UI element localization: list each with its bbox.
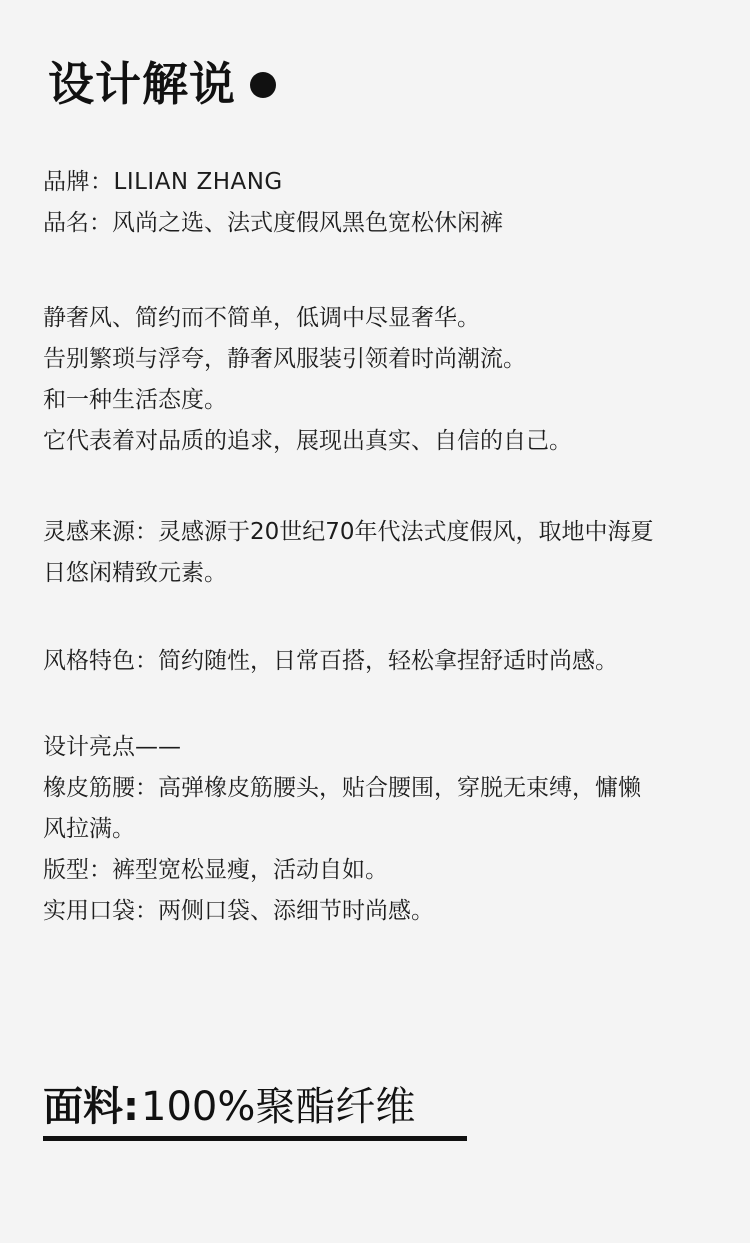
inspiration-line: 日悠闲精致元素。 [43,560,227,586]
fabric-value: 100%聚酯纤维 [141,1084,416,1130]
fit-line: 版型：裤型宽松显瘦，活动自如。 [43,857,388,883]
page-title: 设计解说 [48,57,236,111]
product-info [43,162,723,244]
intro-line: 和一种生活态度。 [43,387,227,413]
section-heading [48,56,276,112]
waist-line: 风拉满。 [43,816,135,842]
highlights-section [43,727,723,932]
intro-line: 告别繁琐与浮夸，静奢风服装引领着时尚潮流。 [43,346,526,372]
inspiration-line: 灵感来源：灵感源于20世纪70年代法式度假风，取地中海夏 [43,519,654,545]
waist-line: 橡皮筋腰：高弹橡皮筋腰头，贴合腰围，穿脱无束缚，慵懒 [43,775,641,801]
brand-line: 品牌：LILIAN ZHANG [43,169,283,195]
pocket-line: 实用口袋：两侧口袋、添细节时尚感。 [43,898,434,924]
fabric-label: 面料: [43,1084,139,1130]
style-line: 风格特色：简约随性，日常百搭，轻松拿捏舒适时尚感。 [43,648,618,674]
style-paragraph [43,641,723,682]
intro-line: 它代表着对品质的追求，展现出真实、自信的自己。 [43,428,572,454]
fabric-info [43,1082,467,1141]
bullet-dot-icon [250,72,276,98]
highlights-title: 设计亮点—— [43,734,181,760]
intro-paragraph [43,298,723,462]
inspiration-paragraph [43,512,723,594]
product-name-line: 品名：风尚之选、法式度假风黑色宽松休闲裤 [43,210,503,236]
intro-line: 静奢风、简约而不简单，低调中尽显奢华。 [43,305,480,331]
